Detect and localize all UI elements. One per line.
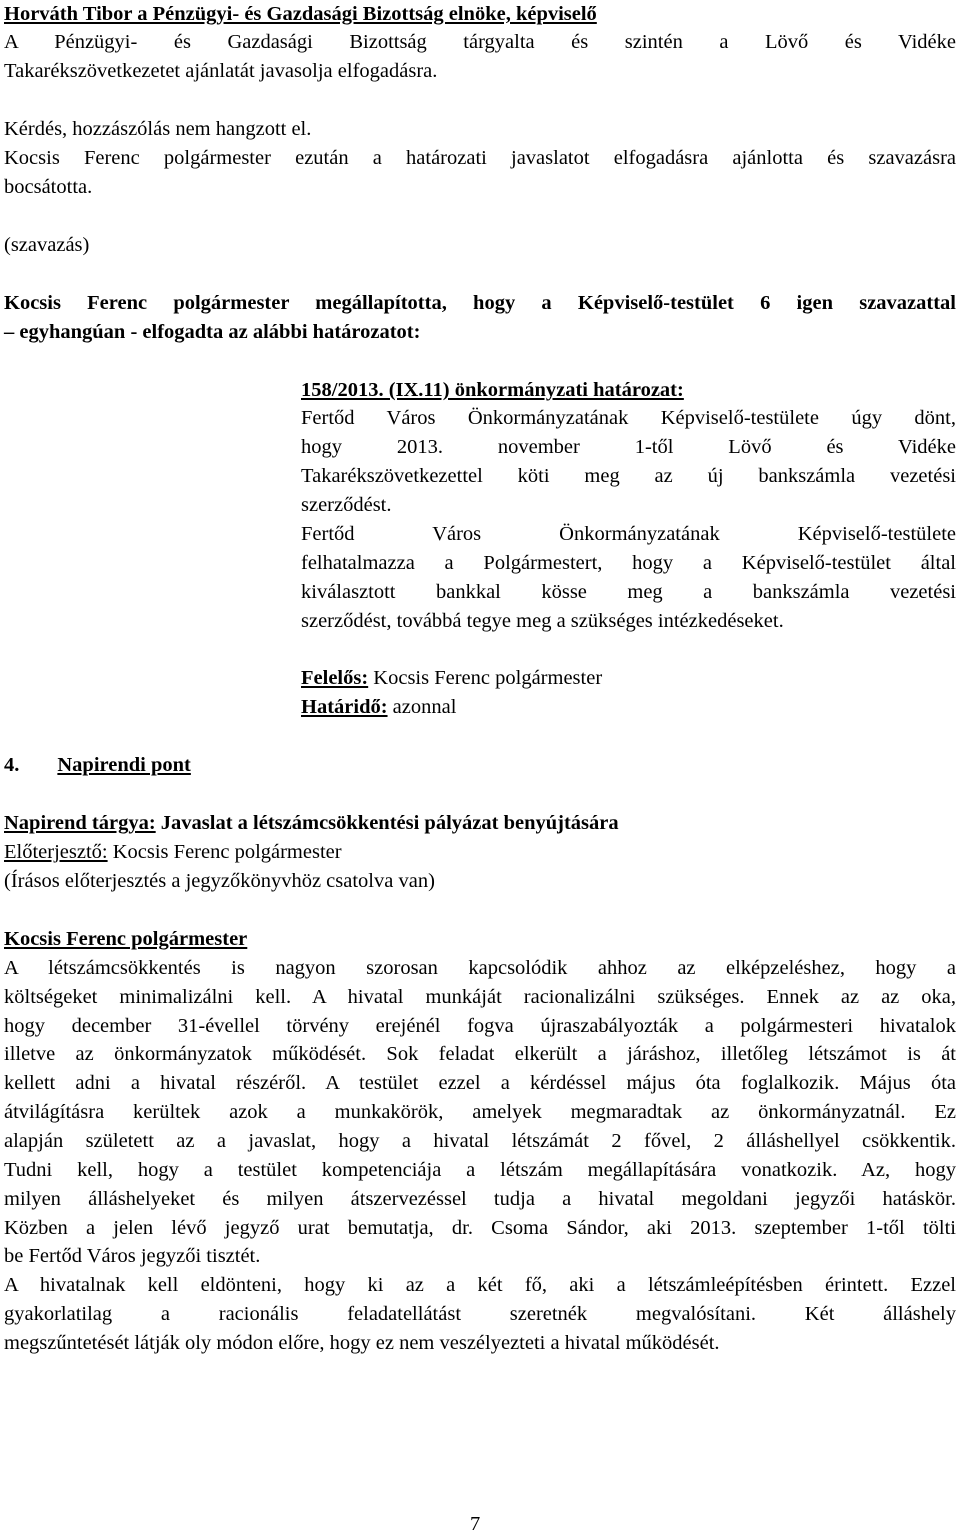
agenda-title: Napirendi pont — [57, 754, 191, 776]
speech-line: A hivatalnak kell eldönteni, hogy ki az a két fő, aki a létszámleépítésben érintett. Ezzel — [4, 1274, 956, 1296]
agenda-presenter — [4, 840, 342, 864]
subject-label: Napirend tárgya: — [4, 812, 156, 834]
resolution-line: Fertőd Város Önkormányzatának Képviselő-testülete — [301, 523, 956, 545]
presenter-value: Kocsis Ferenc polgármester — [107, 841, 342, 863]
responsible-value: Kocsis Ferenc polgármester — [368, 667, 603, 689]
agenda-number: 4. — [4, 754, 20, 776]
speech-line: megszűntetését látják oly módon előre, hogy ez nem veszélyezteti a hivatal működését. — [4, 1332, 720, 1354]
speech-line: Tudni kell, hogy a testület kompetenciája a létszám megállapítására vonatkozik. Az, hogy — [4, 1159, 956, 1181]
vote-note: (szavazás) — [4, 234, 90, 256]
resolution-line: felhatalmazza a Polgármestert, hogy a Képviselő-testület által — [301, 552, 956, 574]
resolution-line: szerződést, továbbá tegye meg a szükséges intézkedéseket. — [301, 610, 784, 632]
deadline-line — [301, 695, 456, 719]
deadline-value: azonnal — [387, 696, 457, 718]
speech-line: átvilágításra kerültek azok a munkakörök, amelyek megmaradtak az önkormányzatnál. Ez — [4, 1101, 956, 1123]
presenter-label: Előterjesztő: — [4, 841, 108, 863]
speech-line: Közben a jelen lévő jegyző urat bemutatja, dr. Csoma Sándor, aki 2013. szeptember 1-től tölti — [4, 1217, 956, 1239]
speech-line: milyen álláshelyeket és milyen átszervezéssel tudja a hivatal megoldani jegyzői hatáskör. — [4, 1188, 956, 1210]
resolution-title: 158/2013. (IX.11) önkormányzati határozat: — [301, 379, 684, 401]
result-line: Kocsis Ferenc polgármester megállapította, hogy a Képviselő-testület 6 igen szavazattal — [4, 292, 956, 314]
speech-line: gyakorlatilag a racionális feladatellátást szeretnék megvalósítani. Két álláshely — [4, 1303, 956, 1325]
responsible-line — [301, 666, 602, 690]
resolution-line: Takarékszövetkezettel köti meg az új bankszámla vezetési — [301, 465, 956, 487]
result-line: – egyhangúan - elfogadta az alábbi határozatot: — [4, 321, 421, 343]
attachment-note: (Írásos előterjesztés a jegyzőkönyvhöz csatolva van) — [4, 870, 435, 892]
speech-speaker: Kocsis Ferenc polgármester — [4, 928, 248, 950]
agenda-subject — [4, 811, 619, 835]
resolution-line: hogy 2013. november 1-től Lövő és Vidéke — [301, 436, 956, 458]
speech-line: A létszámcsökkentés is nagyon szorosan kapcsolódik ahhoz az elképzeléshez, hogy a — [4, 957, 956, 979]
subject-value: Javaslat a létszámcsökkentési pályázat benyújtására — [155, 812, 619, 834]
speaker-heading: Horváth Tibor a Pénzügyi- és Gazdasági Bizottság elnöke, képviselő — [4, 3, 597, 25]
speech-line: be Fertőd Város jegyzői tisztét. — [4, 1245, 261, 1267]
speech-line: alapján született az a javaslat, hogy a hivatal létszámát 2 fővel, 2 álláshellyel csökkentik. — [4, 1130, 956, 1152]
page-number: 7 — [470, 1513, 481, 1535]
speech-line: illetve az önkormányzatok működését. Sok feladat elkerült a járáshoz, illetőleg létszámot is át — [4, 1043, 956, 1065]
text-line: bocsátotta. — [4, 176, 93, 198]
resolution-line: Fertőd Város Önkormányzatának Képviselő-testülete úgy dönt, — [301, 407, 956, 429]
resolution-line: szerződést. — [301, 494, 392, 516]
deadline-label: Határidő: — [301, 696, 388, 718]
text-line: Takarékszövetkezetet ajánlatát javasolja elfogadásra. — [4, 60, 438, 82]
text-line: Kérdés, hozzászólás nem hangzott el. — [4, 118, 312, 140]
resolution-line: kiválasztott bankkal kösse meg a bankszámla vezetési — [301, 581, 956, 603]
speech-line: hogy december 31-évellel törvény erejénél fogva újraszabályozták a polgármesteri hivatalok — [4, 1015, 956, 1037]
responsible-label: Felelős: — [301, 667, 369, 689]
speech-line: kellett adni a hivatal részéről. A testület ezzel a kérdéssel május óta foglalkozik. Május óta — [4, 1072, 956, 1094]
text-line: Kocsis Ferenc polgármester ezután a határozati javaslatot elfogadásra ajánlotta és szavazásra — [4, 147, 956, 169]
agenda-heading — [4, 753, 191, 777]
speech-line: költségeket minimalizálni kell. A hivatal munkáját racionalizálni szükséges. Ennek az az oka, — [4, 986, 956, 1008]
text-line: A Pénzügyi- és Gazdasági Bizottság tárgyalta és szintén a Lövő és Vidéke — [4, 31, 956, 53]
